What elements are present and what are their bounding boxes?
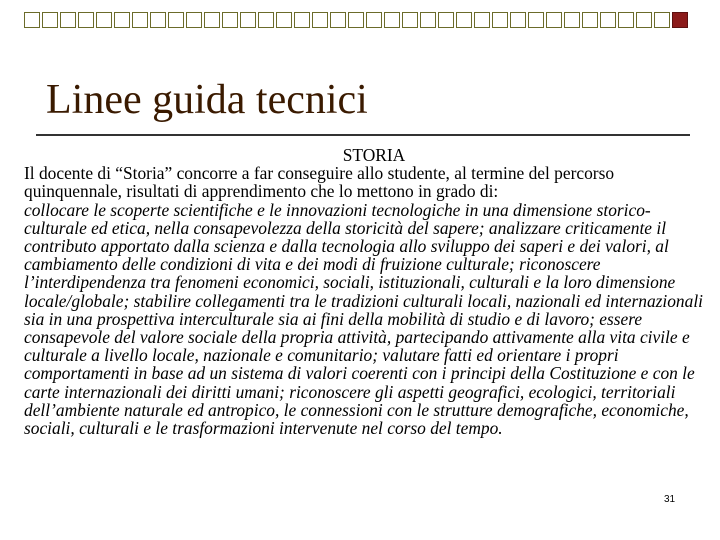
intro-paragraph: Il docente di “Storia” concorre a far conseguire allo studente, al termine del percorso quinquennale, risultati di apprendimento che lo mettono in grado di: bbox=[24, 163, 615, 202]
decorative-square bbox=[528, 12, 544, 28]
title-divider bbox=[36, 134, 690, 136]
decorative-square bbox=[384, 12, 400, 28]
decorative-square bbox=[582, 12, 598, 28]
decorative-square bbox=[294, 12, 310, 28]
decorative-square-row bbox=[24, 12, 714, 32]
decorative-square bbox=[438, 12, 454, 28]
decorative-square bbox=[204, 12, 220, 28]
learning-outcomes-paragraph: collocare le scoperte scientifiche e le innovazioni tecnologiche in una dimensione storico-culturale ed etica, nella consapevolezza della storicità del sapere; analizzare criticamente il contributo apportato dalla scienza e dalla tecnologia allo sviluppo dei saperi e dei valori, al cambiamento delle condizioni di vita e dei modi di fruizione culturale; riconoscere l’interdipendenza tra fenomeni economici, sociali, istituzionali, culturali e la loro dimensione locale/globale; stabilire collegamenti tra le tradizioni culturali locali, nazionali ed internazionali sia in una prospettiva interculturale sia ai fini della mobilità di studio e di lavoro; essere consapevole del valore sociale della propria attività, partecipando attivamente alla vita civile e culturale a livello locale, nazionale e comunitario; valutare fatti ed orientare i propri comportamenti in base ad un sistema di valori coerenti con i principi della Costituzione e con le carte internazionali dei diritti umani; riconoscere gli aspetti geografici, ecologici, territoriali dell’ambiente naturale ed antropico, le connessioni con le strutture demografiche, economiche, sociali, culturali e le trasformazioni intervenute nel corso del tempo. bbox=[24, 199, 703, 439]
decorative-square bbox=[510, 12, 526, 28]
decorative-square bbox=[96, 12, 112, 28]
decorative-square bbox=[60, 12, 76, 28]
decorative-square bbox=[420, 12, 436, 28]
section-heading: STORIA bbox=[342, 145, 406, 165]
slide-body bbox=[24, 146, 704, 437]
decorative-square bbox=[150, 12, 166, 28]
decorative-square bbox=[24, 12, 40, 28]
decorative-square bbox=[654, 12, 670, 28]
decorative-square bbox=[240, 12, 256, 28]
decorative-square bbox=[42, 12, 58, 28]
decorative-square bbox=[276, 12, 292, 28]
decorative-square bbox=[636, 12, 652, 28]
slide-title: Linee guida tecnici bbox=[46, 77, 368, 123]
decorative-square bbox=[366, 12, 382, 28]
decorative-square bbox=[618, 12, 634, 28]
decorative-square bbox=[186, 12, 202, 28]
decorative-square bbox=[348, 12, 364, 28]
decorative-square bbox=[258, 12, 274, 28]
decorative-square bbox=[546, 12, 562, 28]
decorative-square bbox=[492, 12, 508, 28]
decorative-square bbox=[564, 12, 580, 28]
decorative-square bbox=[114, 12, 130, 28]
decorative-square bbox=[474, 12, 490, 28]
decorative-square bbox=[78, 12, 94, 28]
page-number: 31 bbox=[664, 494, 676, 505]
decorative-square bbox=[222, 12, 238, 28]
decorative-square bbox=[330, 12, 346, 28]
decorative-square bbox=[402, 12, 418, 28]
decorative-square bbox=[456, 12, 472, 28]
decorative-square bbox=[132, 12, 148, 28]
decorative-square bbox=[168, 12, 184, 28]
decorative-square bbox=[312, 12, 328, 28]
decorative-square bbox=[672, 12, 688, 28]
decorative-square bbox=[600, 12, 616, 28]
